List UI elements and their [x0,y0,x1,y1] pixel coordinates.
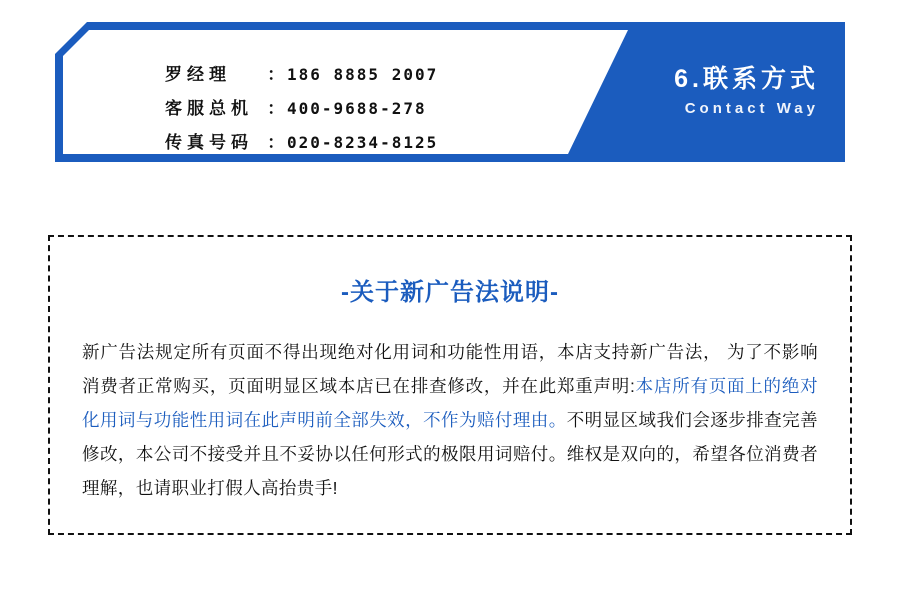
contact-label: 传真号码 [165,133,253,152]
banner-title-block [674,64,819,117]
advertising-law-notice [48,235,852,535]
notice-text-part2: 不明显区域我们会逐步排查完善修改，本公司不接受并且不妥协以任何形式的极限用词赔付。维权是双向的，希望各位消费者理解，也请职业打假人高抬贵手! [82,410,818,498]
contact-value: 020-8234-8125 [287,133,439,152]
banner-title-en: Contact Way [684,100,819,117]
notice-text-part1: 新广告法规定所有页面不得出现绝对化用词和功能性用语，本店支持新广告法， 为了不影响消费者正常购买，页面明显区域本店已在排查修改，并在此郑重声明: [82,342,818,396]
notice-text-highlight: 本店所有页面上的绝对化用词与功能性用词在此声明前全部失效，不作为赔付理由。 [82,376,818,430]
contact-banner [55,22,845,162]
notice-body [82,335,818,505]
contact-colon: ： [267,65,285,84]
contact-colon: ： [267,133,285,152]
banner-title-cn: 6.联系方式 [674,65,819,93]
contact-row [165,128,595,153]
contact-value: 400-9688-278 [287,99,427,118]
contact-label: 客服总机 [165,99,253,118]
contact-colon: ： [267,99,285,118]
contact-list [165,60,595,162]
contact-value: 186 8885 2007 [287,65,439,84]
notice-title: -关于新广告法说明- [341,279,559,306]
contact-row [165,94,595,119]
contact-row [165,60,595,85]
contact-label: 罗经理 [165,65,231,84]
